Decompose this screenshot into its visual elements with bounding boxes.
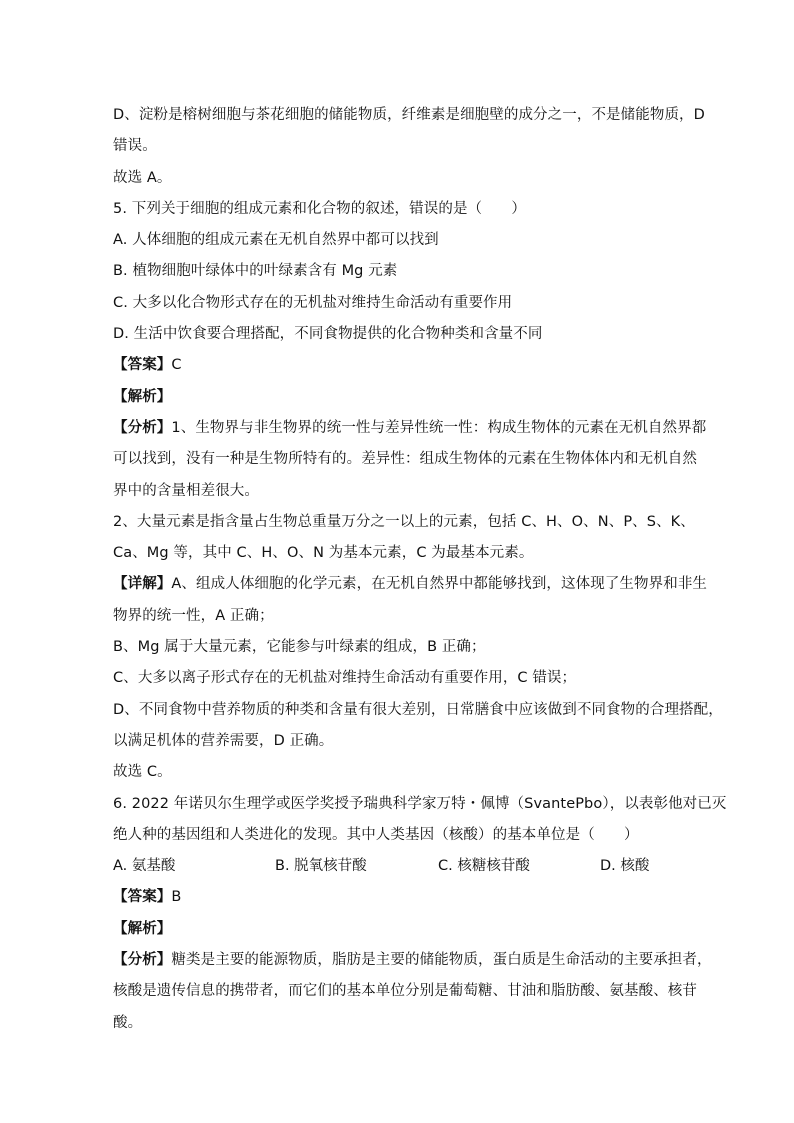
text-line: 界中的含量相差很大。 <box>113 482 259 499</box>
fenxi-tag: 【分析】 <box>113 952 172 969</box>
answer-tag: 【答案】 <box>113 357 172 374</box>
document-page <box>113 100 727 1039</box>
fenxi-text: 1、生物界与非生物界的统一性与差异性统一性：构成生物体的元素在无机自然界都 <box>171 419 707 436</box>
detail-text: A、组成人体细胞的化学元素，在无机自然界中都能够找到，这体现了生物界和非生 <box>171 576 708 593</box>
question-5-option-a: A. 人体细胞的组成元素在无机自然界中都可以找到 <box>113 232 439 249</box>
text-line: 故选 A。 <box>113 169 172 186</box>
answer-value: C <box>171 357 182 374</box>
question-5-option-b: B. 植物细胞叶绿体中的叶绿素含有 Mg 元素 <box>113 263 398 280</box>
question-5-fenxi <box>113 413 707 444</box>
question-6-option-d: D. 核酸 <box>600 858 650 875</box>
text-line: B、Mg 属于大量元素，它能参与叶绿素的组成，B 正确； <box>113 639 486 656</box>
answer-tag: 【答案】 <box>113 889 172 906</box>
text-line: 酸。 <box>113 1014 143 1031</box>
question-6-stem: 6. 2022 年诺贝尔生理学或医学奖授予瑞典科学家万特・佩博（SvantePbo），以表彰他对已灭 <box>113 795 727 812</box>
text-line: 错误。 <box>113 138 157 155</box>
text-line: 2、大量元素是指含量占生物总重量万分之一以上的元素，包括 C、H、O、N、P、S、K、 <box>113 513 695 530</box>
fenxi-text: 糖类是主要的能源物质，脂肪是主要的储能物质，蛋白质是生命活动的主要承担者， <box>171 952 712 969</box>
question-6-fenxi <box>113 945 712 976</box>
question-6-answer <box>113 882 685 913</box>
question-5-option-c: C. 大多以化合物形式存在的无机盐对维持生命活动有重要作用 <box>113 294 513 311</box>
text-line: 核酸是遗传信息的携带者，而它们的基本单位分别是葡萄糖、甘油和脂肪酸、氨基酸、核苷 <box>113 983 697 1000</box>
text-line: 以满足机体的营养需要，D 正确。 <box>113 732 334 749</box>
question-6-option-c: C. 核糖核苷酸 <box>438 858 530 875</box>
question-5-analysis-tag: 【解析】 <box>113 388 172 405</box>
text-line: 故选 C。 <box>113 764 172 781</box>
text-line: C、大多以离子形式存在的无机盐对维持生命活动有重要作用，C 错误； <box>113 670 577 687</box>
question-5-detail <box>113 569 708 600</box>
question-6-stem: 绝人种的基因组和人类进化的发现。其中人类基因（核酸）的基本单位是（ ） <box>113 826 639 843</box>
text-line: D、不同食物中营养物质的种类和含量有很大差别，日常膳食中应该做到不同食物的合理搭配， <box>113 701 723 718</box>
question-6-options <box>113 851 685 882</box>
text-line: 物界的统一性，A 正确； <box>113 607 274 624</box>
text-line: 可以找到，没有一种是生物所特有的。差异性：组成生物体的元素在生物体体内和无机自然 <box>113 451 697 468</box>
question-5-stem: 5. 下列关于细胞的组成元素和化合物的叙述，错误的是（ ） <box>113 200 526 217</box>
question-6-option-a: A. 氨基酸 <box>113 858 176 875</box>
question-5-answer <box>113 350 685 381</box>
question-6-option-b: B. 脱氧核苷酸 <box>275 858 367 875</box>
detail-tag: 【详解】 <box>113 576 172 593</box>
answer-value: B <box>171 889 182 906</box>
fenxi-tag: 【分析】 <box>113 419 172 436</box>
question-5-option-d: D. 生活中饮食要合理搭配，不同食物提供的化合物种类和含量不同 <box>113 326 543 343</box>
text-line: D、淀粉是榕树细胞与茶花细胞的储能物质，纤维素是细胞壁的成分之一，不是储能物质，D <box>113 107 705 123</box>
text-line: Ca、Mg 等，其中 C、H、O、N 为基本元素，C 为最基本元素。 <box>113 545 534 562</box>
question-6-analysis-tag: 【解析】 <box>113 920 172 937</box>
